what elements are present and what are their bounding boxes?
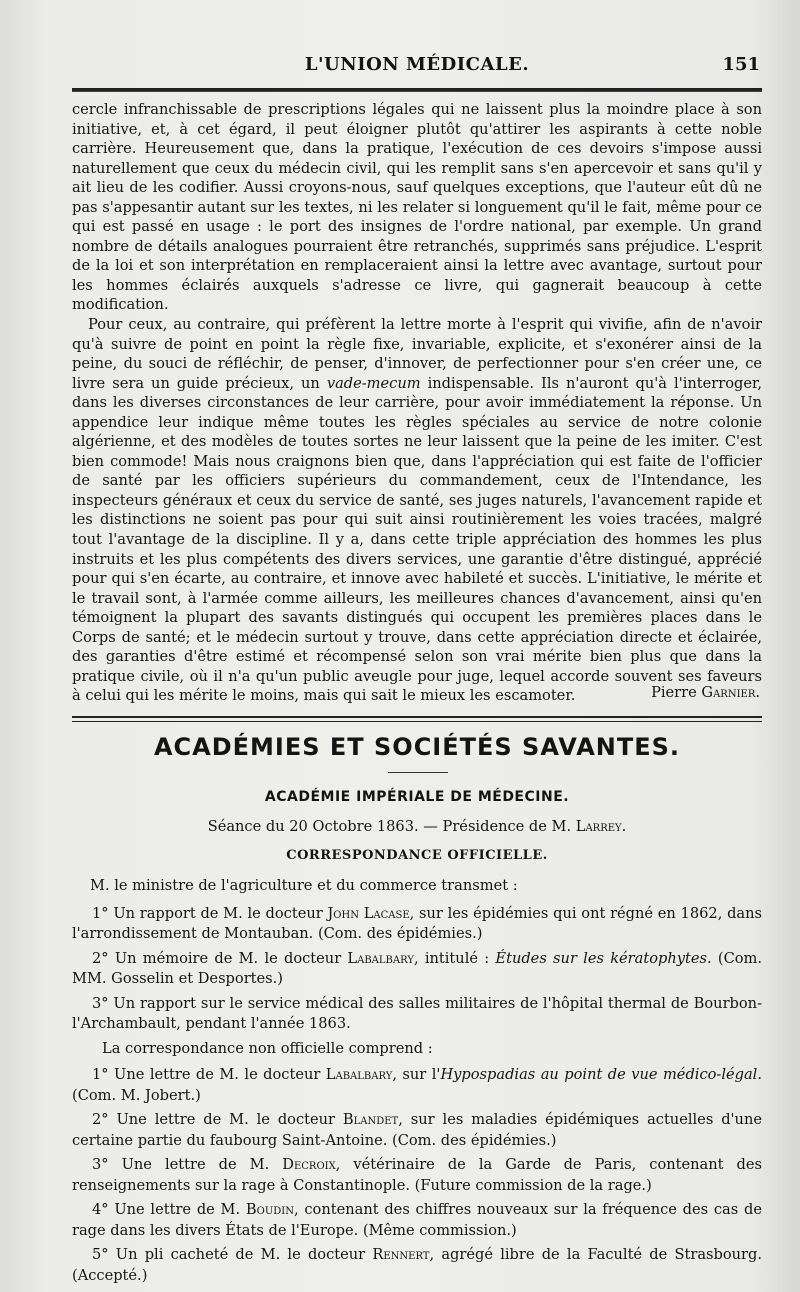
page-number: 151 — [722, 54, 760, 75]
vade-mecum-term: vade-mecum — [326, 374, 421, 392]
item-text: 1° Une lettre de M. le docteur — [92, 1066, 326, 1083]
item-text: , sur les épidémies qui ont régné en 1862, dans l'arrondissement de Montauban. (Com. des épidémies.) — [72, 904, 762, 942]
non-official-item-3 — [72, 1155, 762, 1196]
running-title: L'UNION MÉDICALE. — [304, 54, 530, 75]
item-text: , intitulé : — [413, 949, 496, 967]
item-text: 2° Une lettre de M. le docteur — [92, 1111, 343, 1128]
item-text: , vétérinaire de la Garde de Paris, contenant des renseignements sur la rage à Constantinople. (Future commission de la rage.) — [72, 1156, 762, 1194]
item-text: 5° Un pli cacheté de M. le docteur — [92, 1246, 373, 1263]
author-signature — [651, 684, 760, 701]
section-title: ACADÉMIES ET SOCIÉTÉS SAVANTES. — [153, 733, 681, 761]
item-text: 2° Un mémoire de M. le docteur — [92, 949, 348, 967]
official-item-1 — [72, 904, 762, 945]
item-text: (Com. M. Jobert.) — [72, 1086, 201, 1104]
person-name: Blandet — [342, 1111, 399, 1128]
minister-line: M. le ministre de l'agriculture et du commerce transmet : — [90, 877, 518, 894]
non-official-item-1 — [72, 1065, 762, 1106]
session-president: Larrey. — [575, 818, 627, 835]
session-line — [72, 818, 762, 835]
header-rule — [72, 88, 762, 92]
official-item-3 — [72, 994, 762, 1035]
non-official-item-5 — [72, 1245, 762, 1286]
item-text: 4° Une lettre de M. — [92, 1201, 246, 1218]
meeting-minutes — [72, 876, 762, 1290]
paragraph-2-text-a: Pour ceux, au contraire, qui préfèrent la lettre morte à l'esprit qui vivifie, afin de n'avoir qu'à suivre de point en point la règle fixe, invariable, explicite, et s'exonérer ainsi de la peine, du souci de réfléchir, de penser, d'innover, de perfectionner pour s'en créer une, ce livre sera un guide précieux, un — [72, 316, 762, 392]
official-item-2 — [72, 949, 762, 990]
title-rule — [388, 772, 448, 773]
page-header — [72, 52, 762, 82]
item-text: , sur les maladies épidémiques actuelles d'une certaine partie du faubourg Saint-Antoine. (Com. des épidémies.) — [72, 1111, 762, 1149]
session-text: Séance du 20 Octobre 1863. — Présidence de M. — [207, 818, 572, 835]
article-paragraph-1: cercle infranchissable de prescriptions légales qui ne laissent plus la moindre place à son initiative, et, à cet égard, il peut éloigner plutôt qu'attirer les aspirants à cette noble carrière. Heureusement que, dans la pratique, l'exécution de ces devoirs s'impose aussi naturellement que ceux du médecin civil, qui les remplit sans s'en apercevoir et sans qu'il y ait lieu de les codifier. Aussi croyons-nous, sauf quelques exceptions, que l'auteur eût dû ne pas s'appesantir autant sur les textes, ni les relater si longuement qu'il le fait, même pour ce qui est passé en usage : le port des insignes de l'ordre national, par exemple. Un grand nombre de détails analogues pourraient être retranchés, supprimés sans préjudice. L'esprit de la loi et son interprétation en remplaceraient ainsi la lettre avec avantage, surtout pour les hommes éclairés auxquels s'adresse ce livre, qui gagnerait beaucoup à cette modification. — [72, 101, 762, 314]
item-text: 3° Une lettre de M. — [92, 1156, 283, 1173]
person-name: Boudin — [245, 1201, 294, 1218]
person-name: Decroix — [282, 1156, 336, 1173]
author-last-name: Garnier. — [701, 684, 760, 701]
work-title: Hypospadias au point de vue médico-légal. — [440, 1066, 762, 1083]
item-text: , contenant des chiffres nouveaux sur la fréquence des cas de rage dans les divers États de l'Europe. (Même commission.) — [72, 1201, 762, 1239]
section-divider — [72, 716, 762, 722]
person-name: Rennert — [372, 1246, 430, 1263]
non-official-item-2 — [72, 1110, 762, 1151]
author-first-name: Pierre — [651, 684, 697, 701]
person-name: Labalbary — [347, 949, 414, 967]
person-name: Labalbary — [325, 1066, 393, 1083]
person-name: John Lacase — [327, 904, 410, 922]
work-title: Études sur les kératophytes. — [495, 949, 712, 967]
item-text: 3° Un rapport sur le service médical des salles militaires de l'hôpital thermal de Bourbon-l'Archambault, pendant l'année 1863. — [72, 994, 762, 1032]
item-text: , sur l' — [392, 1066, 441, 1083]
item-text: (Com. MM. Gosselin et Desportes.) — [72, 949, 762, 987]
subsection-title: ACADÉMIE IMPÉRIALE DE MÉDECINE. — [264, 789, 570, 805]
correspondance-heading: CORRESPONDANCE OFFICIELLE. — [286, 848, 548, 863]
non-official-line: La correspondance non officielle comprend : — [102, 1039, 433, 1057]
paragraph-2-text-b: indispensable. Ils n'auront qu'à l'interroger, dans les diverses circonstances de leur carrière, pour avoir immédiatement la réponse. Un appendice leur indique même toutes les règles spéciales au service de notre colonie algérienne, et des modèles de toutes sortes ne leur laissent que la peine de les imiter. C'est bien commode! Mais nous craignons bien que, dans l'appréciation qui est faite de l'officier de santé par les officiers supérieurs du commandement, ceux de l'Intendance, les inspecteurs généraux et ceux du service de santé, ses juges naturels, l'avancement rapide et les distinctions ne soient pas pour qui suit ainsi routinièrement les voies tracées, malgré tout l'avantage de la discipline. Il y a, dans cette triple appréciation des hommes les plus instruits et les plus compétents des divers services, une garantie d'être distingué, apprécié pour qui s'en écarte, au contraire, et innove avec habileté et succès. L'initiative, le mérite et le travail sont, à l'armée comme ailleurs, les meilleures chances d'avancement, ainsi qu'en témoignent la plupart des savants distingués qui occupent les premières places dans le Corps de santé; et le médecin surtout y trouve, dans cette appréciation directe et éclairée, des garanties d'être estimé et récompensé selon son vrai mérite bien plus que dans la pratique civile, où il n'a qu'un public aveugle pour juge, lequel accorde souvent ses faveurs à celui qui les mérite le moins, mais qui sait le mieux les escamoter. — [72, 374, 763, 705]
review-article — [72, 100, 762, 706]
item-text: 1° Un rapport de M. le docteur — [92, 904, 328, 922]
non-official-item-4 — [72, 1200, 762, 1241]
article-paragraph-2 — [72, 315, 762, 706]
item-text: , agrégé libre de la Faculté de Strasbourg. (Accepté.) — [72, 1246, 763, 1284]
